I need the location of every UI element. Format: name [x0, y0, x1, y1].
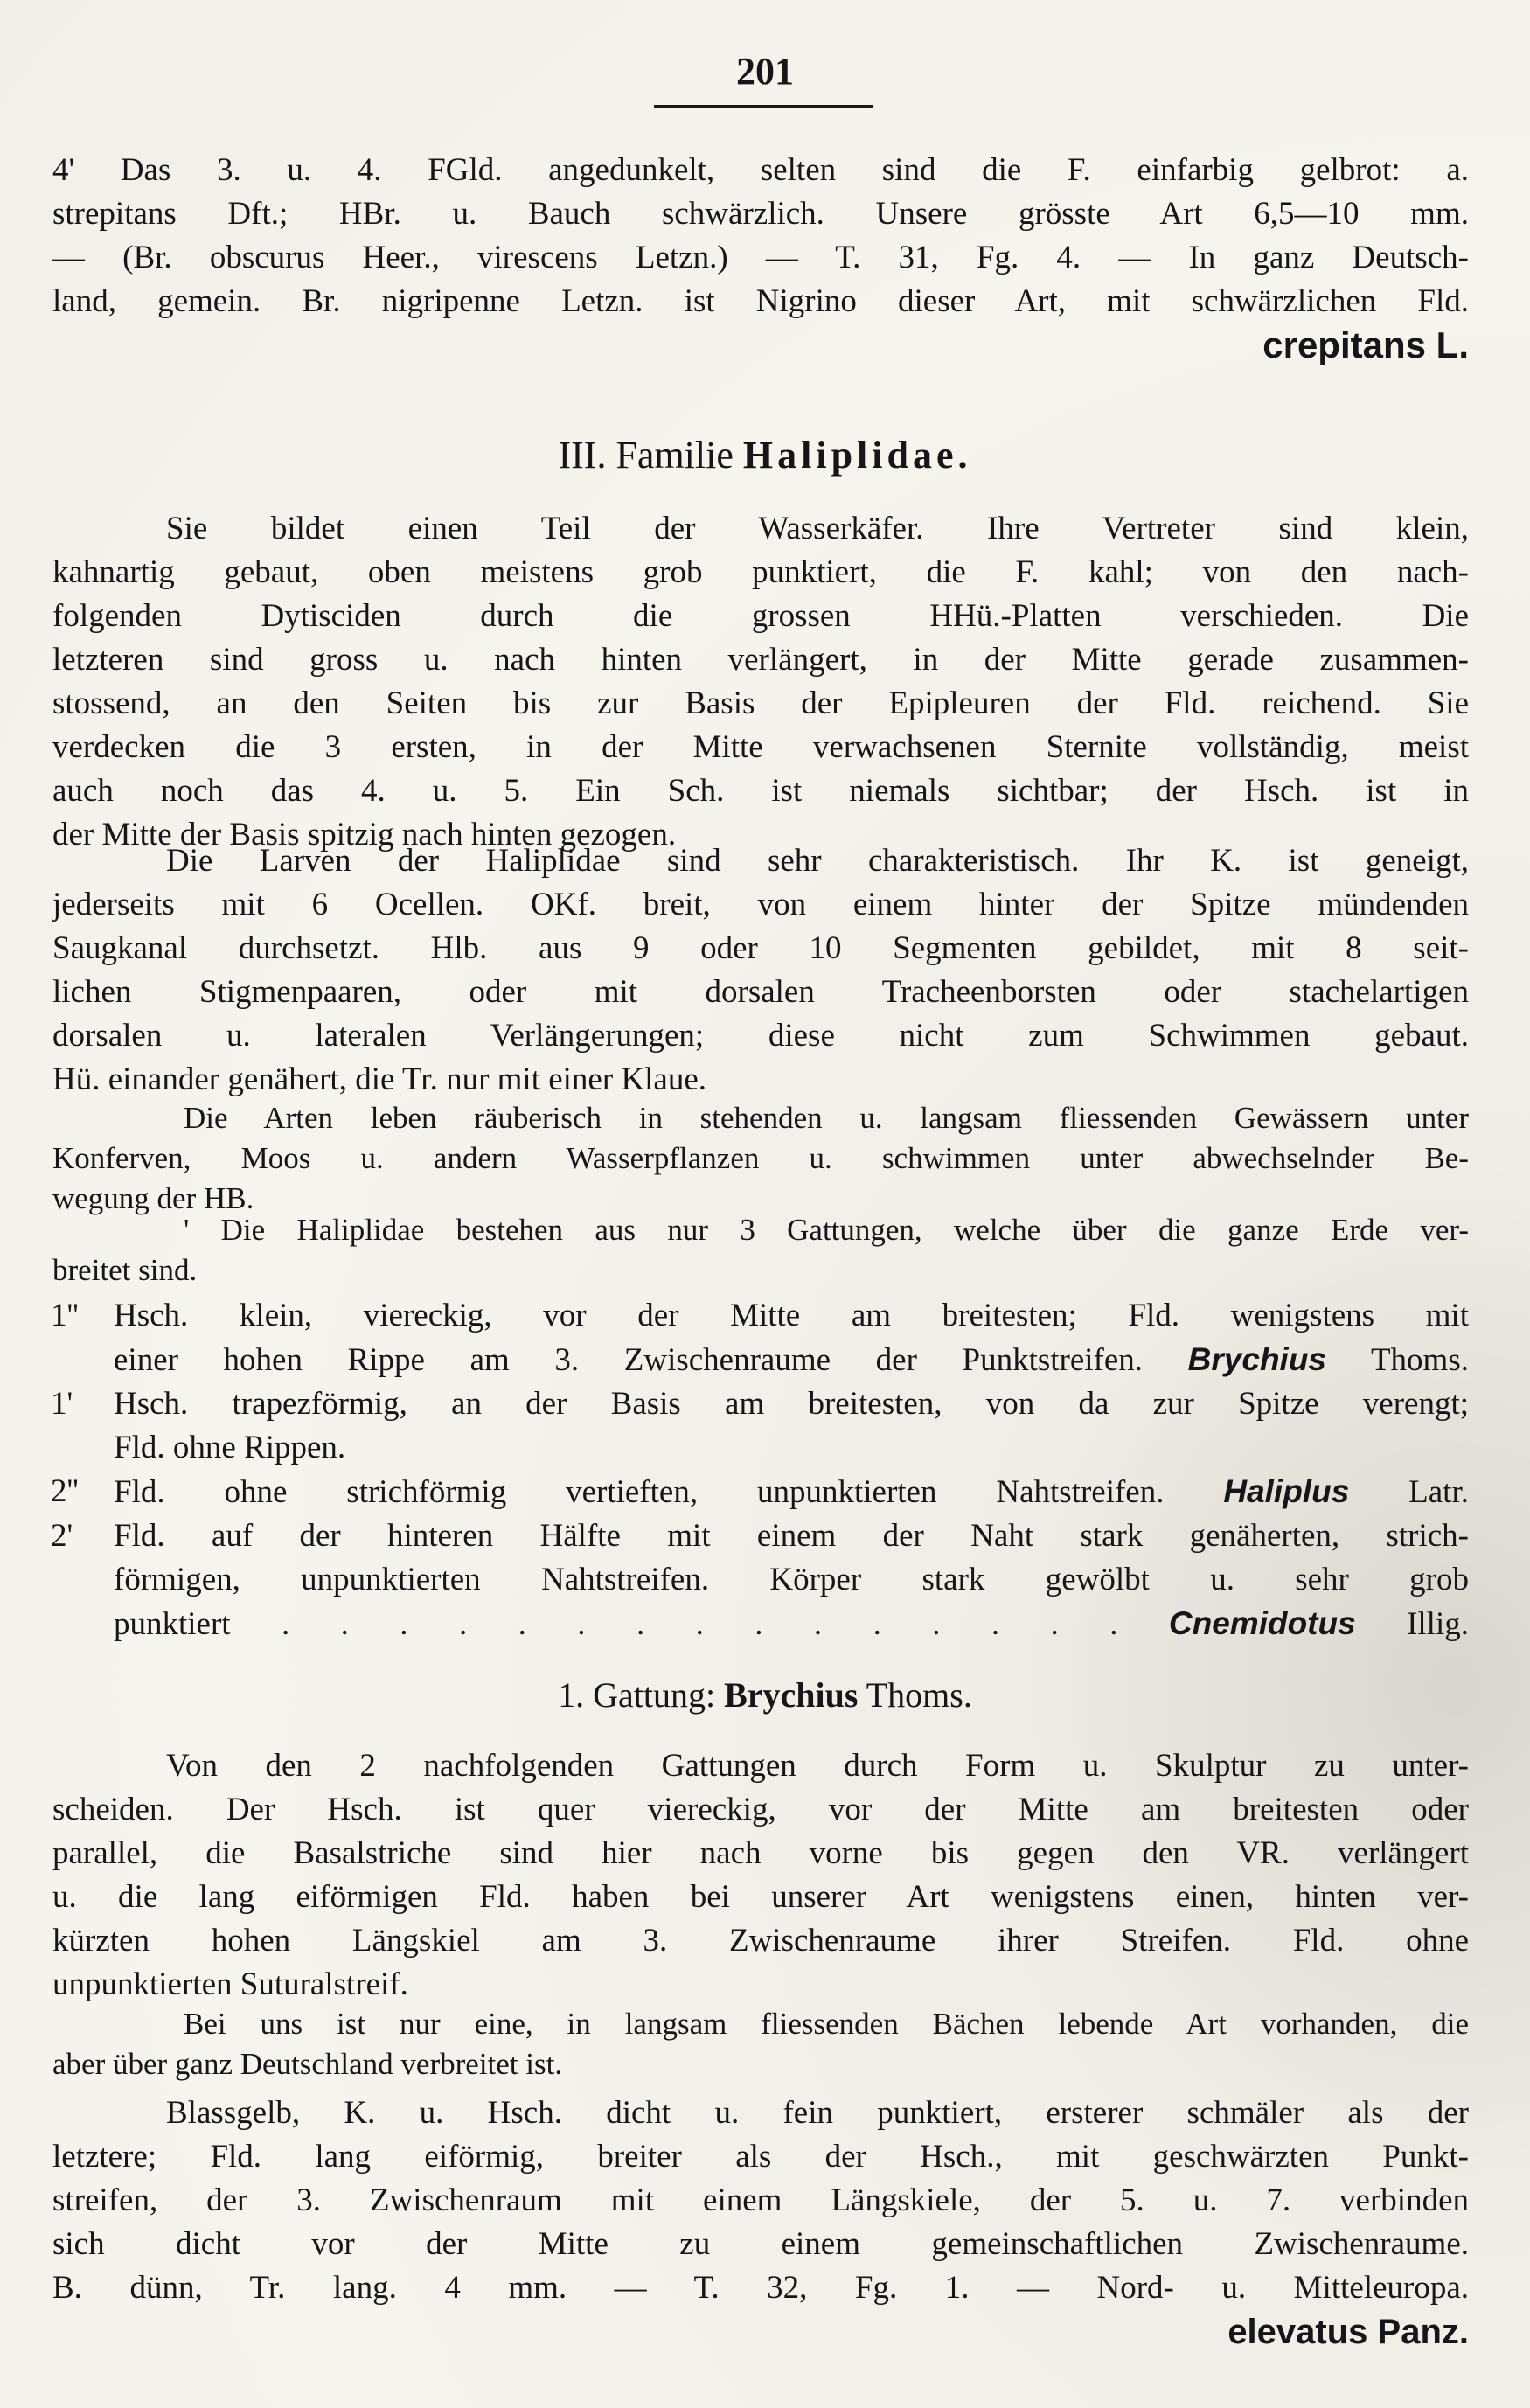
text-line: u. die lang eiförmigen Fld. haben bei unserer Art wenigstens einen, hinten ver-	[52, 1879, 1469, 1915]
text-line: folgenden Dytisciden durch die grossen HHü.-Platten verschieden. Die	[52, 598, 1469, 634]
genus-author: Thoms.	[1326, 1342, 1469, 1378]
genus-author: Illig.	[1355, 1606, 1469, 1642]
text-line: kürzten hohen Längskiel am 3. Zwischenraume ihrer Streifen. Fld. ohne	[52, 1923, 1469, 1959]
key-number: 1''	[51, 1298, 79, 1333]
key-number: 1'	[51, 1386, 73, 1422]
text-line: Konferven, Moos u. andern Wasserpflanzen u. schwimmen unter abwechselnder Be-	[52, 1141, 1469, 1175]
text-line: punktiert . . . . . . . . . . . . . . .	[114, 1606, 1118, 1642]
text-line: Saugkanal durchsetzt. Hlb. aus 9 oder 10 Segmenten gebildet, mit 8 seit-	[52, 930, 1469, 966]
intro-line: strepitans Dft.; HBr. u. Bauch schwärzlich. Unsere grösste Art 6,5—10 mm.	[52, 196, 1469, 232]
genus-author: Latr.	[1349, 1474, 1469, 1510]
text-line: einer hohen Rippe am 3. Zwischenraume der Punktstreifen.	[114, 1342, 1144, 1378]
species-name: elevatus Panz.	[1227, 2313, 1469, 2351]
intro-line: 4' Das 3. u. 4. FGld. angedunkelt, selten sind die F. einfarbig gelbrot: a.	[52, 152, 1469, 188]
text-line: Sie bildet einen Teil der Wasserkäfer. Ihre Vertreter sind klein,	[166, 511, 1469, 546]
key-line-with-genus	[52, 1602, 1469, 1646]
text-line: kahnartig gebaut, oben meistens grob punktiert, die F. kahl; von den nach-	[52, 554, 1469, 590]
intro-line: — (Br. obscurus Heer., virescens Letzn.) — T. 31, Fg. 4. — In ganz Deutsch-	[52, 240, 1469, 275]
key-line-with-genus	[52, 1470, 1469, 1514]
habitat-paragraph	[52, 1098, 1469, 1219]
text-line: Die Larven der Haliplidae sind sehr charakteristisch. Ihr K. ist geneigt,	[166, 843, 1469, 879]
text-line: parallel, die Basalstriche sind hier nach vorne bis gegen den VR. verlängert	[52, 1835, 1469, 1871]
text-line: jederseits mit 6 Ocellen. OKf. breit, von einem hinter der Spitze mündenden	[52, 887, 1469, 922]
key-number: 2''	[51, 1473, 79, 1509]
distribution-paragraph	[52, 1210, 1469, 1291]
family-description	[52, 507, 1469, 857]
genus-note	[52, 2004, 1469, 2084]
text-line: breitet sind.	[52, 1253, 198, 1287]
text-line: lichen Stigmenpaaren, oder mit dorsalen Tracheenborsten oder stachelartigen	[52, 974, 1469, 1010]
genus-heading	[0, 1674, 1530, 1716]
intro-paragraph	[52, 149, 1469, 367]
genus-description	[52, 1744, 1469, 2007]
text-line: scheiden. Der Hsch. ist quer viereckig, vor der Mitte am breitesten oder	[52, 1792, 1469, 1827]
genus-name: Brychius	[1187, 1341, 1327, 1377]
text-line: Fld. auf der hinteren Hälfte mit einem der Naht stark genäherten, strich-	[114, 1518, 1469, 1554]
genus-key	[52, 1294, 1469, 1646]
text-line: ' Die Haliplidae bestehen aus nur 3 Gattungen, welche über die ganze Erde ver-	[184, 1213, 1469, 1247]
key-couplet	[52, 1382, 1469, 1470]
text-line: stossend, an den Seiten bis zur Basis der Epipleuren der Fld. reichend. Sie	[52, 686, 1469, 721]
genus-heading-name: Brychius	[724, 1675, 859, 1715]
key-line-with-genus	[52, 1338, 1469, 1382]
text-line: verdecken die 3 ersten, in der Mitte verwachsenen Sternite vollständig, meist	[52, 729, 1469, 765]
text-line: Hsch. trapezförmig, an der Basis am breitesten, von da zur Spitze verengt;	[114, 1386, 1469, 1422]
text-line: auch noch das 4. u. 5. Ein Sch. ist niemals sichtbar; der Hsch. ist in	[52, 773, 1469, 809]
page-number-rule	[654, 105, 873, 108]
genus-name: Haliplus	[1223, 1473, 1350, 1509]
genus-heading-prefix: 1. Gattung:	[558, 1675, 725, 1715]
key-couplet	[52, 1294, 1469, 1382]
genus-heading-author: Thoms.	[858, 1675, 972, 1715]
text-line: unpunktierten Suturalstreif.	[52, 1966, 408, 2002]
family-name: Haliplidae.	[742, 434, 972, 477]
text-line: Hü. einander genähert, die Tr. nur mit einer Klaue.	[52, 1061, 707, 1097]
key-number: 2'	[51, 1518, 73, 1554]
text-line: der Mitte der Basis spitzig nach hinten gezogen.	[52, 817, 677, 853]
key-couplet	[52, 1470, 1469, 1514]
text-line: B. dünn, Tr. lang. 4 mm. — T. 32, Fg. 1. — Nord- u. Mitteleuropa.	[52, 2270, 1469, 2306]
key-couplet	[52, 1514, 1469, 1646]
family-heading	[0, 433, 1530, 477]
text-line: Bei uns ist nur eine, in langsam fliessenden Bächen lebende Art vorhanden, die	[184, 2007, 1469, 2041]
intro-line: land, gemein. Br. nigripenne Letzn. ist Nigrino dieser Art, mit schwärzlichen Fld.	[52, 283, 1469, 319]
family-heading-prefix: III. Familie	[558, 434, 743, 477]
text-line: Die Arten leben räuberisch in stehenden u. langsam fliessenden Gewässern unter	[184, 1101, 1469, 1135]
text-line: letzteren sind gross u. nach hinten verlängert, in der Mitte gerade zusammen-	[52, 642, 1469, 678]
text-line: Fld. ohne strichförmig vertieften, unpunktierten Nahtstreifen.	[114, 1474, 1165, 1510]
species-name: crepitans L.	[1262, 324, 1469, 365]
text-line: streifen, der 3. Zwischenraum mit einem Längskiele, der 5. u. 7. verbinden	[52, 2182, 1469, 2218]
text-line: Hsch. klein, viereckig, vor der Mitte am breitesten; Fld. wenigstens mit	[114, 1298, 1469, 1333]
text-line: wegung der HB.	[52, 1181, 254, 1215]
larvae-paragraph	[52, 839, 1469, 1102]
text-line: Blassgelb, K. u. Hsch. dicht u. fein punktiert, ersterer schmäler als der	[166, 2095, 1469, 2131]
text-line: förmigen, unpunktierten Nahtstreifen. Körper stark gewölbt u. sehr grob	[114, 1562, 1469, 1597]
text-line: letztere; Fld. lang eiförmig, breiter als der Hsch., mit geschwärzten Punkt-	[52, 2139, 1469, 2175]
page-number: 201	[736, 50, 794, 93]
text-line: sich dicht vor der Mitte zu einem gemeinschaftlichen Zwischenraume.	[52, 2226, 1469, 2262]
text-line: Fld. ohne Rippen.	[114, 1430, 346, 1465]
text-line: aber über ganz Deutschland verbreitet ist.	[52, 2047, 563, 2081]
genus-name: Cnemidotus	[1168, 1605, 1356, 1641]
text-line: Von den 2 nachfolgenden Gattungen durch Form u. Skulptur zu unter-	[166, 1748, 1469, 1784]
text-line: dorsalen u. lateralen Verlängerungen; diese nicht zum Schwimmen gebaut.	[52, 1018, 1469, 1054]
species-description	[52, 2091, 1469, 2354]
